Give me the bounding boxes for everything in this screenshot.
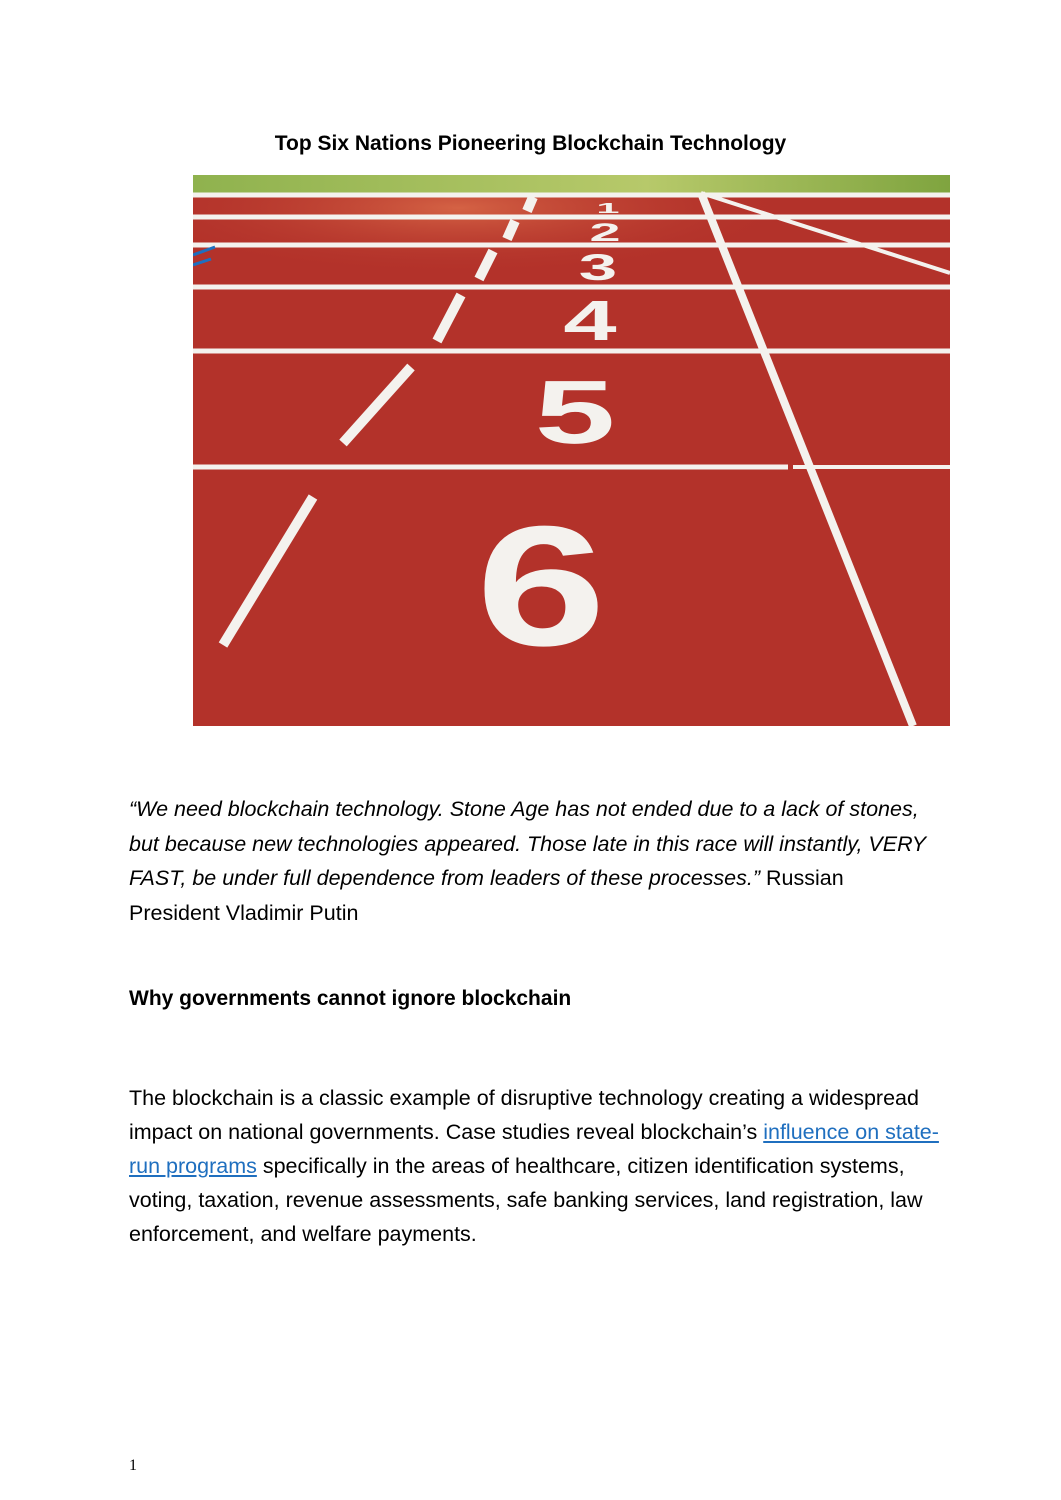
paragraph-text-after-link: specifically in the areas of healthcare, citizen identification systems, voting, taxation, revenue assessments, safe banking services, land registration, law enforcement, and welfare payments. [129, 1154, 923, 1246]
page-number: 1 [129, 1457, 137, 1474]
state-run-programs-link[interactable]: influence on state-run programs [129, 1120, 939, 1178]
grass-strip [193, 175, 950, 193]
quote-text: “We need blockchain technology. Stone Age has not ended due to a lack of stones, but because new technologies appeared. Those late in this race will instantly, VERY FAST, be under full dependence from leaders of these processes.” [129, 797, 926, 890]
quote-block [129, 792, 929, 930]
body-paragraph [129, 1081, 939, 1251]
lane-number-6: 6 [475, 490, 607, 682]
lane-number-4: 4 [563, 289, 617, 353]
section-heading: Why governments cannot ignore blockchain [129, 987, 572, 1010]
lane-number-3: 3 [578, 246, 618, 288]
quote-attribution: Russian President Vladimir Putin [129, 866, 844, 925]
running-track-image [193, 175, 950, 726]
lane-number-1: 1 [596, 200, 620, 217]
lane-number-5: 5 [534, 361, 616, 463]
lane-number-2: 2 [589, 218, 621, 247]
document-title: Top Six Nations Pioneering Blockchain Technology [274, 132, 787, 155]
paragraph-text-before-link: The blockchain is a classic example of disruptive technology creating a widespread impact on national governments. Case studies reveal blockchain’s [129, 1086, 919, 1144]
